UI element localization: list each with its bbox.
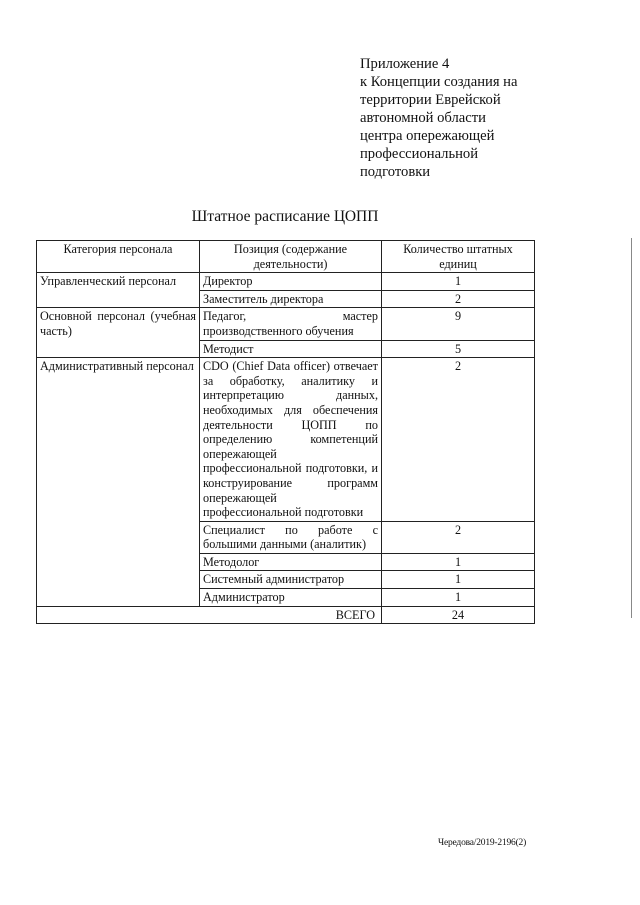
- total-label: ВСЕГО: [37, 606, 382, 624]
- scan-margin-line: [631, 238, 632, 618]
- appendix-line: профессиональной: [360, 146, 479, 162]
- table-header-row: [37, 241, 535, 273]
- position-cell: Директор: [200, 273, 382, 291]
- position-cell: Системный администратор: [200, 571, 382, 589]
- staffing-table: [36, 240, 535, 624]
- header-count: Количество штатных единиц: [382, 241, 535, 273]
- category-cell: Административный персонал: [37, 358, 200, 607]
- count-cell: 2: [382, 290, 535, 308]
- count-cell: 1: [382, 571, 535, 589]
- appendix-line: подготовки: [360, 164, 431, 180]
- table-row: [37, 358, 535, 522]
- category-cell: Управленческий персонал: [37, 273, 200, 308]
- count-cell: 1: [382, 553, 535, 571]
- table-row: [37, 273, 535, 291]
- count-cell: 2: [382, 521, 535, 553]
- count-cell: 2: [382, 358, 535, 522]
- appendix-line: к Концепции создания на: [360, 74, 518, 90]
- total-value: 24: [382, 606, 535, 624]
- count-cell: 1: [382, 273, 535, 291]
- count-cell: 9: [382, 308, 535, 340]
- position-cell: Методолог: [200, 553, 382, 571]
- position-cell: Заместитель директора: [200, 290, 382, 308]
- position-cell: Методист: [200, 340, 382, 358]
- count-cell: 5: [382, 340, 535, 358]
- table-row: [37, 308, 535, 340]
- appendix-line: территории Еврейской: [360, 92, 501, 108]
- appendix-line: Приложение 4: [360, 56, 450, 72]
- position-cell: Специалист по работе с большими данными (аналитик): [200, 521, 382, 553]
- position-cell: Педагог, мастер производственного обучения: [200, 308, 382, 340]
- header-category: Категория персонала: [37, 241, 200, 273]
- appendix-line: автономной области: [360, 110, 486, 126]
- document-reference: Чередова/2019-2196(2): [438, 838, 527, 848]
- header-position: Позиция (содержание деятельности): [200, 241, 382, 273]
- position-cell: Администратор: [200, 589, 382, 607]
- position-cell: CDO (Chief Data officer) отвечает за обработку, аналитику и интерпретацию данных, необходимых для обеспечения деятельности ЦОПП по определению компетенций опережающей профессиональной подготовки, и конструирование программ опережающей профессиональной подготовки: [200, 358, 382, 522]
- document-title: Штатное расписание ЦОПП: [191, 208, 379, 225]
- appendix-heading: [360, 55, 620, 181]
- count-cell: 1: [382, 589, 535, 607]
- appendix-line: центра опережающей: [360, 128, 495, 144]
- category-cell: Основной персонал (учебная часть): [37, 308, 200, 358]
- total-row: [37, 606, 535, 624]
